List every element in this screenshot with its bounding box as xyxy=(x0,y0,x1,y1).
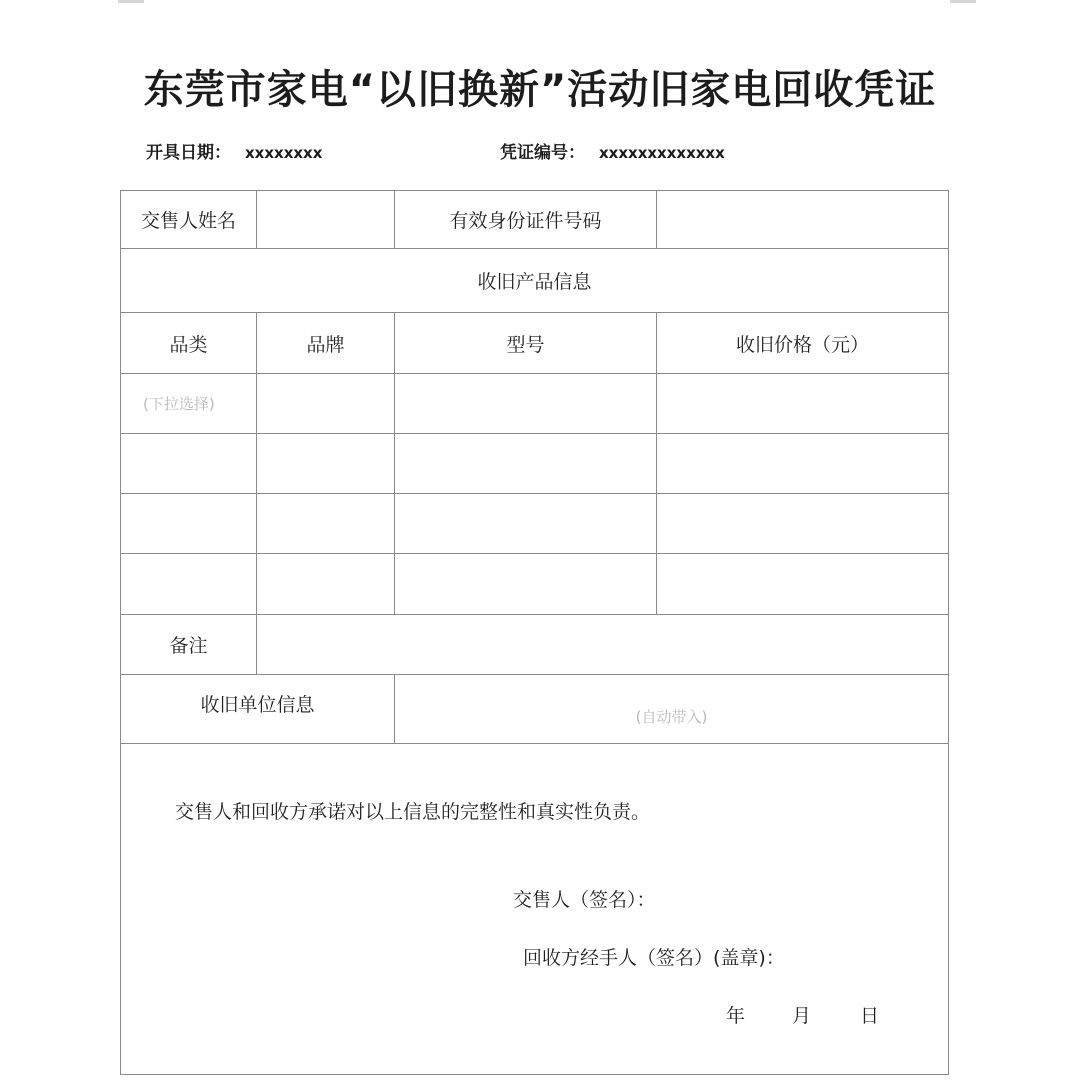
id-number-field[interactable] xyxy=(657,191,948,248)
category-field[interactable] xyxy=(121,494,256,553)
voucher-form xyxy=(120,190,949,1075)
remarks-label: 备注 xyxy=(169,635,208,657)
grid-line xyxy=(121,743,948,744)
brand-field[interactable] xyxy=(257,434,394,493)
issue-date-value: xxxxxxxx xyxy=(245,144,323,162)
voucher-number-label: 凭证编号： xyxy=(500,143,585,163)
product-section-title: 收旧产品信息 xyxy=(477,271,592,293)
column-header-model: 型号 xyxy=(506,333,545,356)
commitment-statement: 交售人和回收方承诺对以上信息的完整性和真实性负责。 xyxy=(175,801,651,823)
brand-field[interactable] xyxy=(257,374,394,433)
date-day-label: 日 xyxy=(860,1005,880,1027)
price-field[interactable] xyxy=(657,494,948,553)
issue-date-label: 开具日期： xyxy=(146,143,231,163)
model-field[interactable] xyxy=(395,554,656,614)
column-header-brand: 品牌 xyxy=(306,333,345,356)
brand-field[interactable] xyxy=(257,494,394,553)
price-field[interactable] xyxy=(657,374,948,433)
page-corner-mark xyxy=(950,0,976,3)
model-field[interactable] xyxy=(395,494,656,553)
id-number-label: 有效身份证件号码 xyxy=(449,210,602,232)
collector-info-label: 收旧单位信息 xyxy=(200,693,315,716)
collector-signature-label: 回收方经手人（签名）(盖章)： xyxy=(523,947,785,969)
remarks-field[interactable] xyxy=(257,615,948,674)
voucher-number-value: xxxxxxxxxxxxx xyxy=(599,144,725,162)
price-field[interactable] xyxy=(657,434,948,493)
category-field[interactable] xyxy=(121,434,256,493)
date-month-label: 月 xyxy=(792,1005,812,1027)
document-title: 东莞市家电“以旧换新”活动旧家电回收凭证 xyxy=(143,67,937,113)
column-header-category: 品类 xyxy=(169,333,208,356)
category-dropdown[interactable]: (下拉选择) xyxy=(143,395,215,413)
category-field[interactable] xyxy=(121,554,256,614)
price-field[interactable] xyxy=(657,554,948,614)
brand-field[interactable] xyxy=(257,554,394,614)
seller-name-label: 交售人姓名 xyxy=(140,210,236,232)
model-field[interactable] xyxy=(395,374,656,433)
voucher-number xyxy=(500,138,725,163)
seller-name-field[interactable] xyxy=(257,191,394,248)
page-corner-mark xyxy=(118,0,144,3)
column-header-price: 收旧价格（元） xyxy=(735,333,869,356)
collector-info-autofill: (自动带入) xyxy=(635,707,708,726)
seller-signature-label: 交售人（签名）： xyxy=(513,889,656,911)
issue-date xyxy=(146,138,322,163)
date-year-label: 年 xyxy=(726,1005,746,1027)
model-field[interactable] xyxy=(395,434,656,493)
